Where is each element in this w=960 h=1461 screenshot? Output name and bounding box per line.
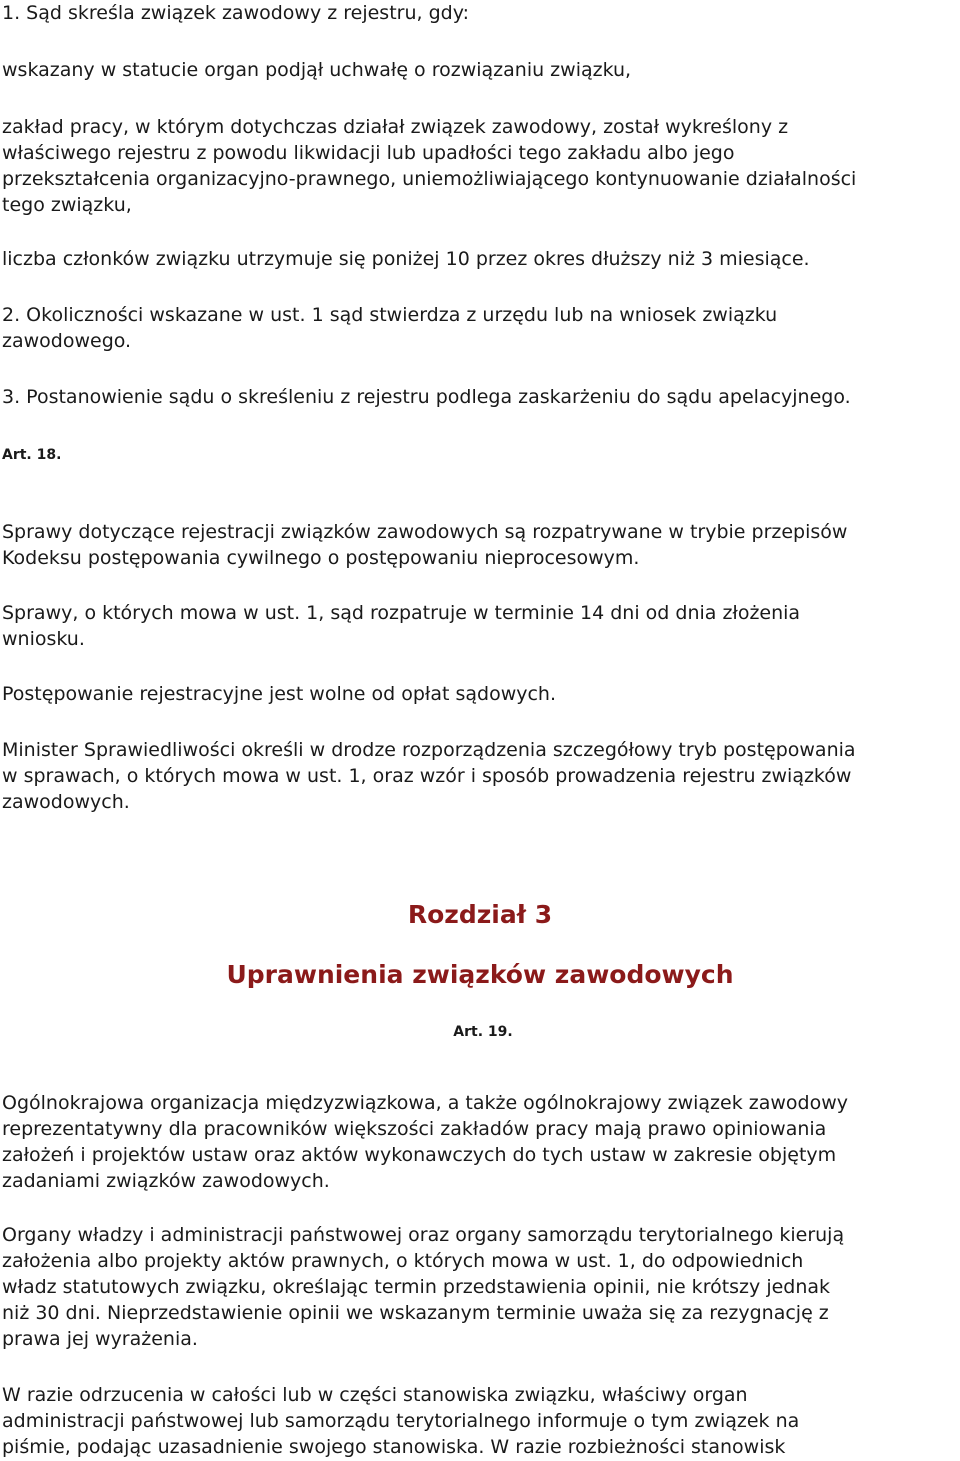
art19-ust2: Organy władzy i administracji państwowej oraz organy samorządu terytorialnego kierują założenia albo projekty aktów prawnych, o których mowa w ust. 1, do odpowiednich władz statutowych związku, określając termin przedstawienia opinii, nie krótszy jednak niż 30 dni. Nieprzedstawienie opinii we wskazanym terminie uważa się za rezygnację z prawa jej wyrażenia. (2, 1224, 845, 1350)
art19-ust1: Ogólnokrajowa organizacja międzyzwiązkowa, a także ogólnokrajowy związek zawodowy reprezentatywny dla pracowników większości zakładów pracy mają prawo opiniowania założeń i projektów ustaw oraz aktów wykonawczych do tych ustaw w zakresie objętym zadaniami związków zawodowych. (2, 1092, 849, 1192)
art18-label: Art. 18. (2, 447, 62, 463)
art18-ust3: Postępowanie rejestracyjne jest wolne od opłat sądowych. (2, 683, 557, 705)
art18-ust4: Minister Sprawiedliwości określi w drodze rozporządzenia szczegółowy tryb postępowania w sprawach, o których mowa w ust. 1, oraz wzór i sposób prowadzenia rejestru związków zawodowych. (2, 739, 856, 813)
art17-ust3: 3. Postanowienie sądu o skreśleniu z rejestru podlega zaskarżeniu do sądu apelacyjnego. (2, 386, 851, 408)
chapter-title: Uprawnienia związków zawodowych (226, 960, 734, 989)
art19-label: Art. 19. (453, 1024, 513, 1040)
art19-ust3: W razie odrzucenia w całości lub w części stanowiska związku, właściwy organ administracji państwowej lub samorządu terytorialnego informuje o tym związek na piśmie, podając uzasadnienie swojego stanowiska. W razie rozbieżności stanowisk (2, 1384, 800, 1458)
art17-ust2: 2. Okoliczności wskazane w ust. 1 sąd stwierdza z urzędu lub na wniosek związku zawodowego. (2, 304, 778, 352)
art17-ust1-condition-3: liczba członków związku utrzymuje się poniżej 10 przez okres dłuższy niż 3 miesiące. (2, 248, 810, 270)
art17-ust1-condition-2: zakład pracy, w którym dotychczas działał związek zawodowy, został wykreślony z właściwego rejestru z powodu likwidacji lub upadłości tego zakładu albo jego przekształcenia organizacyjno-prawnego, uniemożliwiającego kontynuowanie działalności tego związku, (2, 116, 857, 216)
art18-ust2: Sprawy, o których mowa w ust. 1, sąd rozpatruje w terminie 14 dni od dnia złożenia wniosku. (2, 602, 801, 650)
chapter-number: Rozdział 3 (407, 900, 553, 929)
art18-ust1: Sprawy dotyczące rejestracji związków zawodowych są rozpatrywane w trybie przepisów Kodeksu postępowania cywilnego o postępowaniu nieprocesowym. (2, 521, 848, 569)
art17-ust1-condition-1: wskazany w statucie organ podjął uchwałę o rozwiązaniu związku, (2, 59, 632, 81)
art17-ust1-heading: 1. Sąd skreśla związek zawodowy z rejestru, gdy: (2, 2, 469, 24)
